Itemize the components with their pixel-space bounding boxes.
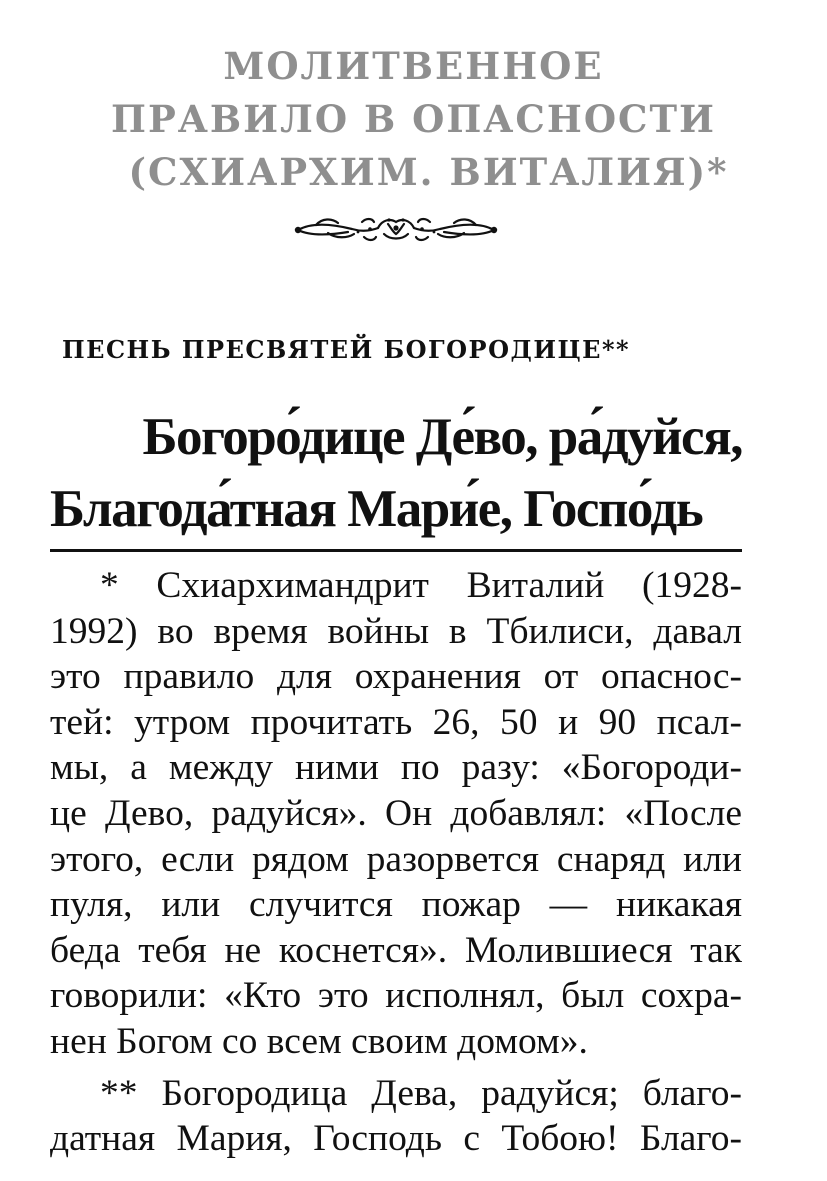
page-title xyxy=(0,40,827,199)
footnote-2-line: ** Богородица Дева, радуйся; благо- xyxy=(100,1072,742,1114)
footnote-2-line: датная Мария, Господь с Тобою! Благо- xyxy=(50,1118,742,1160)
title-line-3: (СХИАРХИМ. ВИТАЛИЯ)* xyxy=(128,150,729,194)
title-line-2: ПРАВИЛО В ОПАСНОСТИ xyxy=(111,97,716,141)
footnote-1-line: беда тебя не коснется». Молившиеся так xyxy=(50,929,742,971)
footnote-1-line: 1992) во время войны в Тбилиси, давал xyxy=(50,610,742,652)
footnotes xyxy=(50,563,742,1162)
footnote-1-line: это правило для охранения от опаснос- xyxy=(50,656,742,698)
footnote-1-line: пуля, или случится пожар — никакая xyxy=(50,884,742,926)
title-line-1: МОЛИТВЕННОЕ xyxy=(223,44,604,88)
footnote-1-line: мы, а между ними по разу: «Богороди- xyxy=(50,747,742,789)
footnote-1-line: этого, если рядом разорвется снаряд или xyxy=(50,838,742,880)
decorative-scroll-ornament-icon xyxy=(292,212,500,246)
footnote-1-line: тей: утром прочитать 26, 50 и 90 псал- xyxy=(50,701,742,743)
chant-line-2: Благода́тная Мари́е, Госпо́дь xyxy=(50,480,703,538)
footnote-divider xyxy=(50,549,742,552)
chant-line-1: Богоро́дице Де́во, ра́дуйся, xyxy=(142,408,742,466)
footnote-1-line: нен Богом со всем своим домом». xyxy=(50,1020,588,1062)
song-heading: ПЕСНЬ ПРЕСВЯТЕЙ БОГОРОДИЦЕ** xyxy=(62,335,631,364)
footnote-1-line: говорили: «Кто это исполнял, был сохра- xyxy=(50,975,742,1017)
footnote-1-line: * Схиархимандрит Виталий (1928- xyxy=(100,565,742,606)
footnote-1-line: це Дево, радуйся». Он добавлял: «После xyxy=(50,792,742,834)
